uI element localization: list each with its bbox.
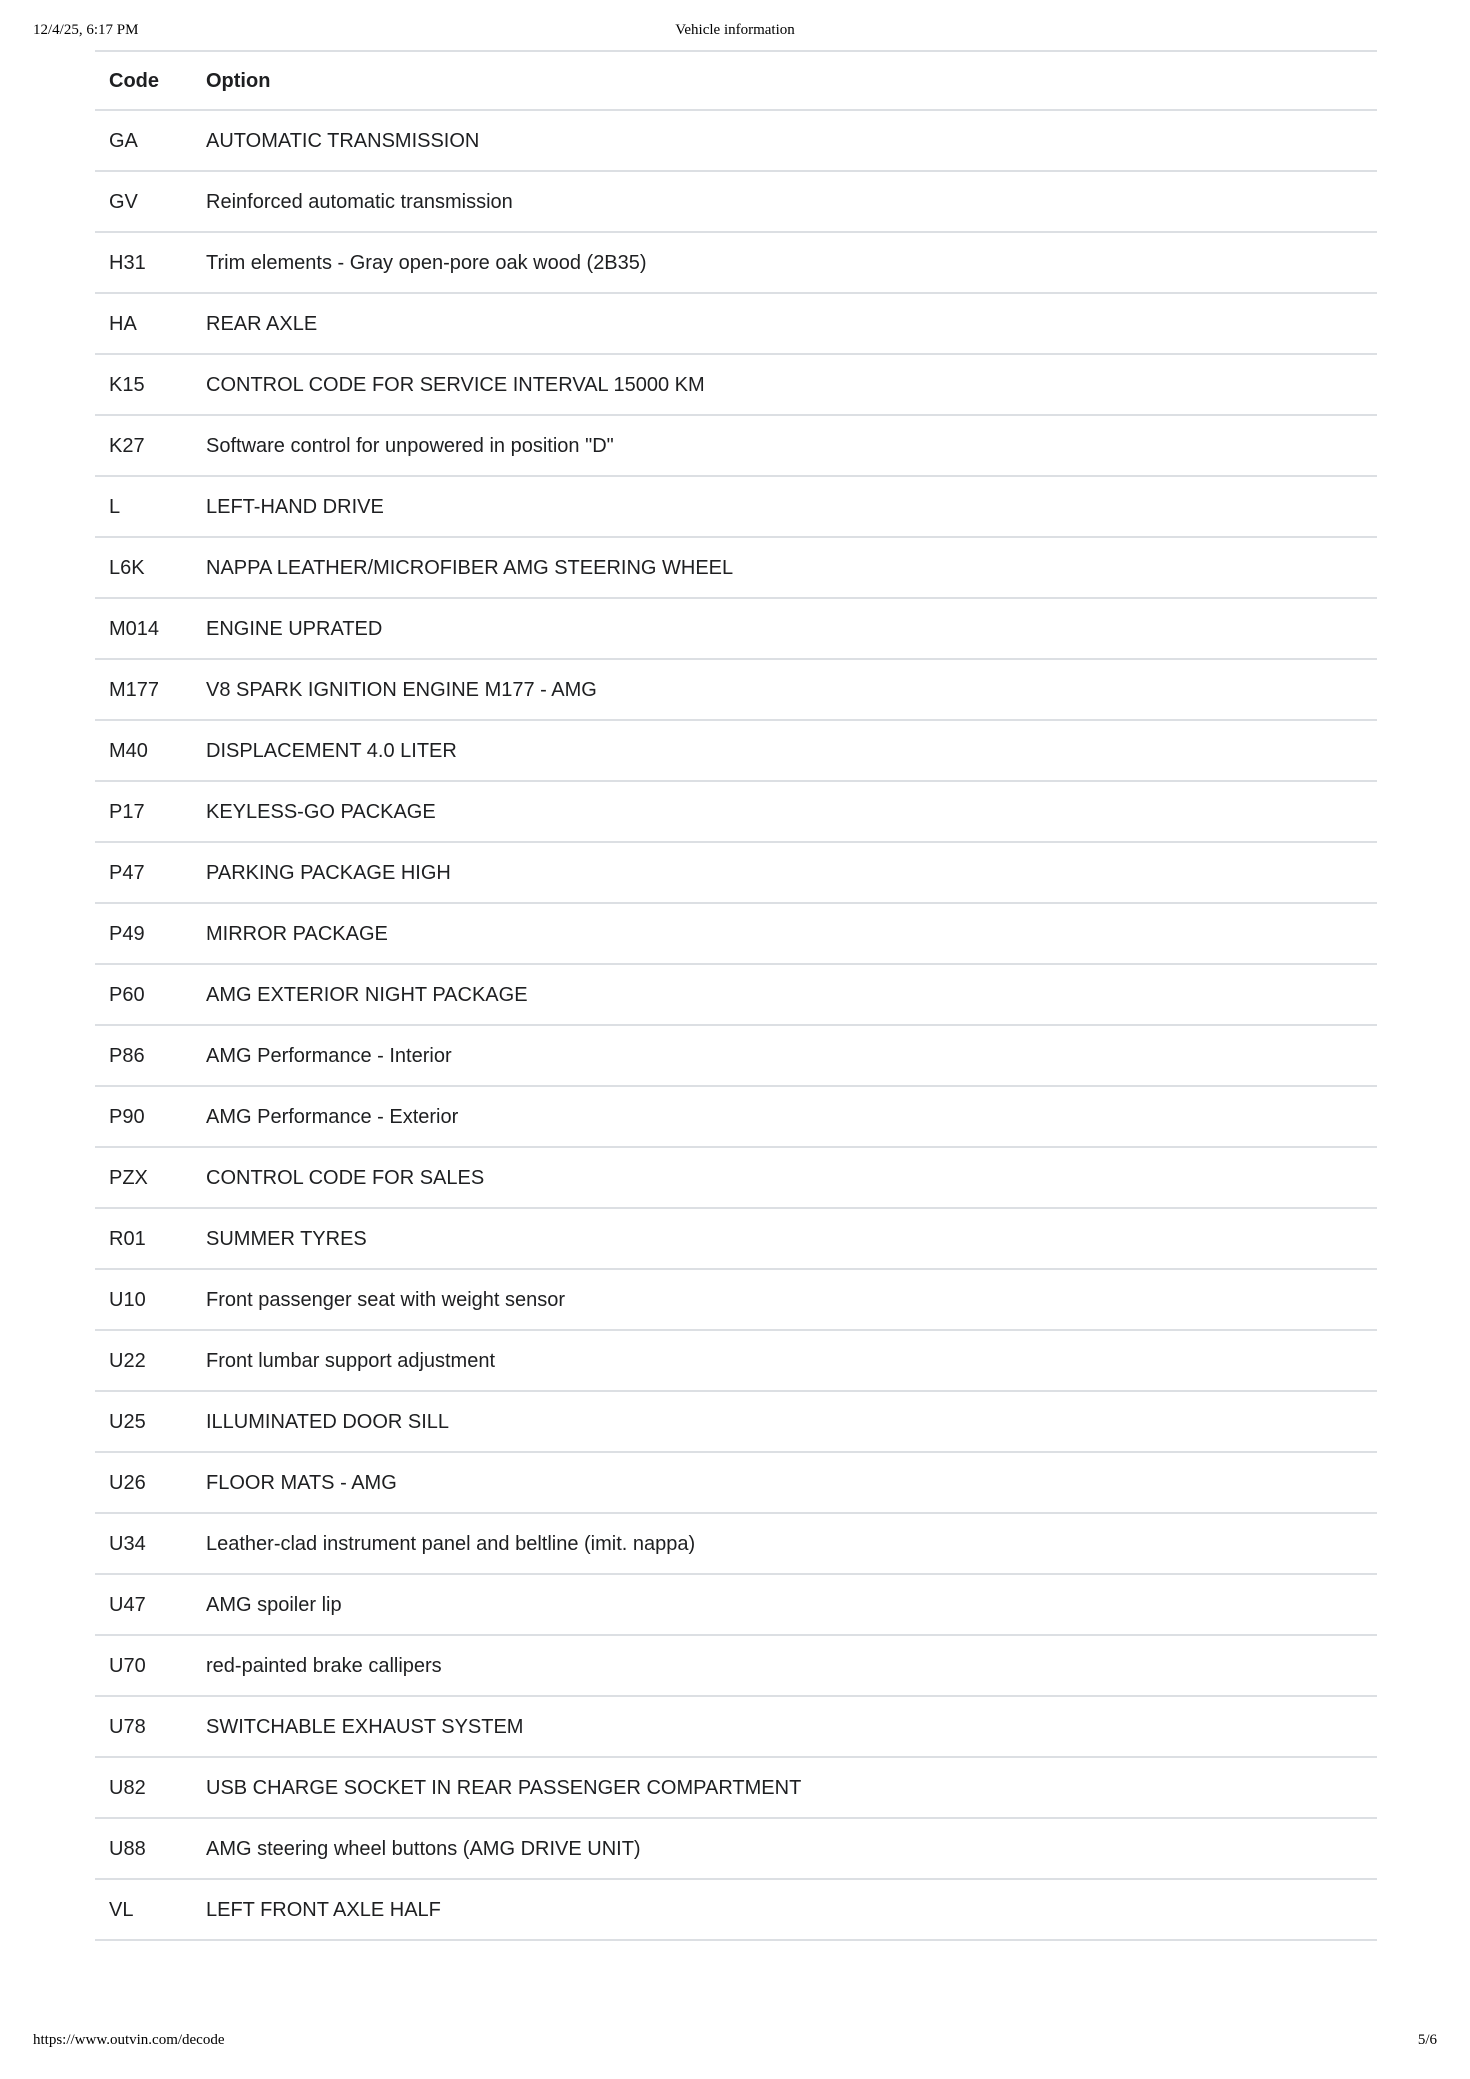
table-row: [95, 1269, 1377, 1330]
code-cell: K15: [95, 354, 192, 415]
table-row: [95, 232, 1377, 293]
table-row: [95, 659, 1377, 720]
table-row: [95, 354, 1377, 415]
code-cell: L: [95, 476, 192, 537]
option-cell: MIRROR PACKAGE: [192, 903, 1377, 964]
code-cell: U22: [95, 1330, 192, 1391]
option-cell: CONTROL CODE FOR SALES: [192, 1147, 1377, 1208]
code-cell: U10: [95, 1269, 192, 1330]
print-header: [33, 22, 1437, 39]
table-row: [95, 1208, 1377, 1269]
print-title: Vehicle information: [675, 22, 795, 38]
table-row: [95, 293, 1377, 354]
option-cell: red-painted brake callipers: [192, 1635, 1377, 1696]
option-cell: AMG EXTERIOR NIGHT PACKAGE: [192, 964, 1377, 1025]
code-cell: P60: [95, 964, 192, 1025]
print-datetime: 12/4/25, 6:17 PM: [33, 22, 139, 38]
option-cell: AMG Performance - Interior: [192, 1025, 1377, 1086]
option-cell: Software control for unpowered in position "D": [192, 415, 1377, 476]
option-cell: AMG spoiler lip: [192, 1574, 1377, 1635]
table-row: [95, 1452, 1377, 1513]
code-cell: H31: [95, 232, 192, 293]
table-row: [95, 1147, 1377, 1208]
code-cell: P17: [95, 781, 192, 842]
table-row: [95, 1086, 1377, 1147]
table-row: [95, 1330, 1377, 1391]
option-cell: DISPLACEMENT 4.0 LITER: [192, 720, 1377, 781]
column-header-option: Option: [192, 51, 1377, 110]
option-cell: V8 SPARK IGNITION ENGINE M177 - AMG: [192, 659, 1377, 720]
code-cell: U88: [95, 1818, 192, 1879]
code-cell: U26: [95, 1452, 192, 1513]
code-cell: GV: [95, 171, 192, 232]
option-cell: REAR AXLE: [192, 293, 1377, 354]
table-row: [95, 1513, 1377, 1574]
table-row: [95, 1574, 1377, 1635]
option-cell: AMG Performance - Exterior: [192, 1086, 1377, 1147]
code-cell: U34: [95, 1513, 192, 1574]
table-row: [95, 720, 1377, 781]
option-cell: NAPPA LEATHER/MICROFIBER AMG STEERING WHEEL: [192, 537, 1377, 598]
code-cell: HA: [95, 293, 192, 354]
table-row: [95, 171, 1377, 232]
option-cell: SWITCHABLE EXHAUST SYSTEM: [192, 1696, 1377, 1757]
code-cell: L6K: [95, 537, 192, 598]
code-cell: P90: [95, 1086, 192, 1147]
table-row: [95, 964, 1377, 1025]
option-cell: Front passenger seat with weight sensor: [192, 1269, 1377, 1330]
code-cell: U70: [95, 1635, 192, 1696]
code-cell: R01: [95, 1208, 192, 1269]
option-cell: USB CHARGE SOCKET IN REAR PASSENGER COMPARTMENT: [192, 1757, 1377, 1818]
code-cell: U47: [95, 1574, 192, 1635]
code-cell: P86: [95, 1025, 192, 1086]
option-cell: AUTOMATIC TRANSMISSION: [192, 110, 1377, 171]
option-cell: ENGINE UPRATED: [192, 598, 1377, 659]
code-cell: M014: [95, 598, 192, 659]
code-cell: VL: [95, 1879, 192, 1940]
table-row: [95, 1818, 1377, 1879]
option-cell: Leather-clad instrument panel and beltline (imit. nappa): [192, 1513, 1377, 1574]
option-cell: Reinforced automatic transmission: [192, 171, 1377, 232]
column-header-code: Code: [95, 51, 192, 110]
print-footer: [33, 2032, 1437, 2049]
table-row: [95, 1757, 1377, 1818]
option-cell: Front lumbar support adjustment: [192, 1330, 1377, 1391]
table-row: [95, 1879, 1377, 1940]
print-page-number: 5/6: [1417, 2032, 1437, 2048]
table-row: [95, 842, 1377, 903]
table-row: [95, 1635, 1377, 1696]
code-cell: U25: [95, 1391, 192, 1452]
option-cell: FLOOR MATS - AMG: [192, 1452, 1377, 1513]
table-row: [95, 781, 1377, 842]
option-cell: PARKING PACKAGE HIGH: [192, 842, 1377, 903]
table-row: [95, 537, 1377, 598]
table-row: [95, 1025, 1377, 1086]
option-cell: ILLUMINATED DOOR SILL: [192, 1391, 1377, 1452]
table-row: [95, 110, 1377, 171]
option-cell: AMG steering wheel buttons (AMG DRIVE UNIT): [192, 1818, 1377, 1879]
table-header-row: [95, 51, 1377, 110]
table-body: [95, 110, 1377, 1940]
code-cell: M177: [95, 659, 192, 720]
code-cell: M40: [95, 720, 192, 781]
table-row: [95, 415, 1377, 476]
code-cell: U82: [95, 1757, 192, 1818]
table-row: [95, 903, 1377, 964]
table-header: [95, 51, 1377, 110]
table-row: [95, 1696, 1377, 1757]
code-cell: P47: [95, 842, 192, 903]
code-cell: U78: [95, 1696, 192, 1757]
option-cell: LEFT FRONT AXLE HALF: [192, 1879, 1377, 1940]
option-cell: KEYLESS-GO PACKAGE: [192, 781, 1377, 842]
print-url: https://www.outvin.com/decode: [33, 2032, 225, 2048]
code-cell: GA: [95, 110, 192, 171]
code-cell: PZX: [95, 1147, 192, 1208]
option-cell: SUMMER TYRES: [192, 1208, 1377, 1269]
code-cell: K27: [95, 415, 192, 476]
option-cell: Trim elements - Gray open-pore oak wood (2B35): [192, 232, 1377, 293]
table-row: [95, 476, 1377, 537]
vehicle-options-table: [95, 50, 1377, 1941]
option-cell: LEFT-HAND DRIVE: [192, 476, 1377, 537]
table-row: [95, 598, 1377, 659]
table-row: [95, 1391, 1377, 1452]
code-cell: P49: [95, 903, 192, 964]
option-cell: CONTROL CODE FOR SERVICE INTERVAL 15000 KM: [192, 354, 1377, 415]
